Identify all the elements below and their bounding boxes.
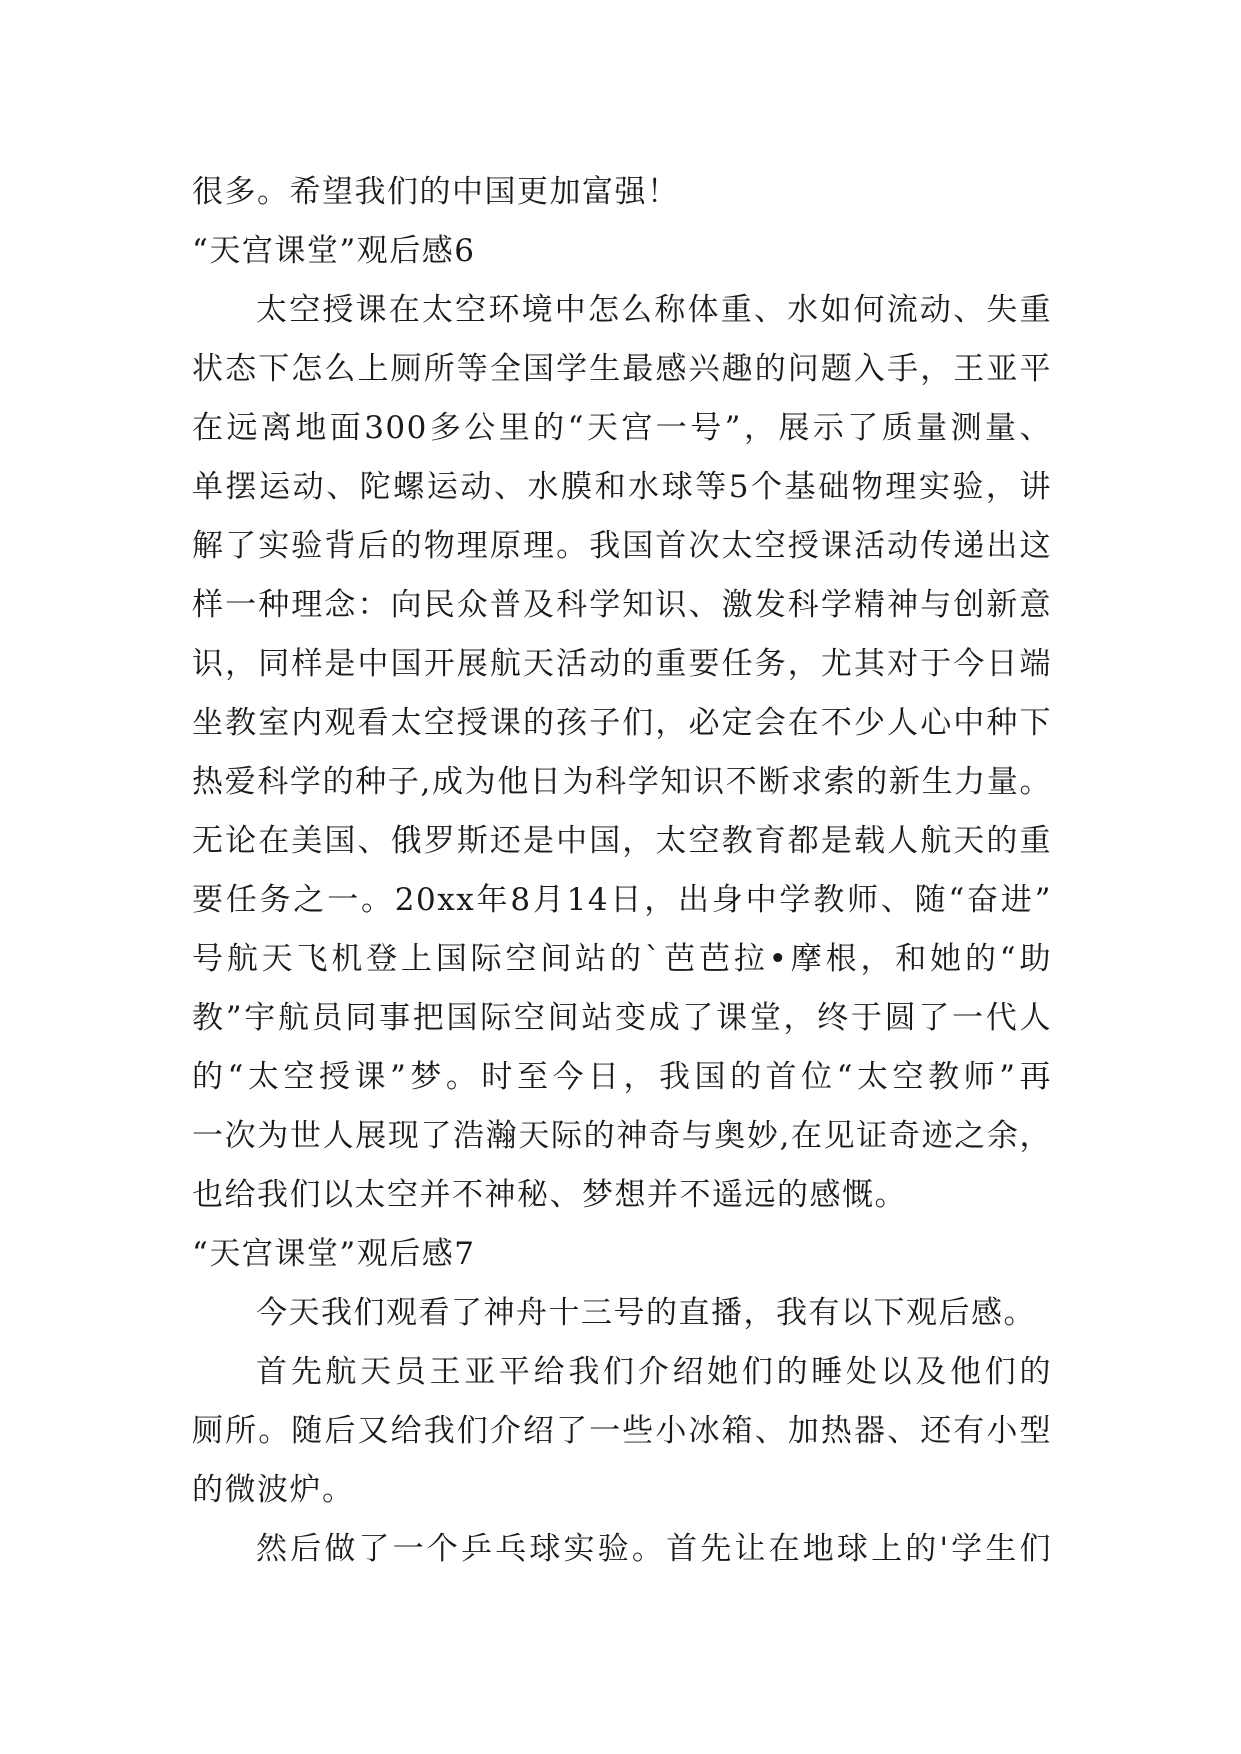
paragraph-line: 也给我们以太空并不神秘、梦想并不遥远的感慨。	[192, 1177, 907, 1213]
paragraph-line: 在远离地面300多公里的“天宫一号”，展示了质量测量、	[192, 410, 1052, 446]
paragraph-line: 状态下怎么上厕所等全国学生最感兴趣的问题入手，王亚平	[192, 351, 1052, 387]
paragraph-line: 号航天飞机登上国际空间站的`芭芭拉•摩根，和她的“助	[192, 941, 1052, 977]
paragraph-line: 今天我们观看了神舟十三号的直播，我有以下观后感。	[256, 1295, 1036, 1331]
paragraph-line: 厕所。随后又给我们介绍了一些小冰箱、加热器、还有小型	[192, 1413, 1052, 1449]
paragraph-line: 无论在美国、俄罗斯还是中国，太空教育都是载人航天的重	[192, 823, 1052, 859]
section-heading: “天宫课堂”观后感6	[192, 233, 476, 269]
paragraph-line: 解了实验背后的物理原理。我国首次太空授课活动传递出这	[192, 528, 1052, 564]
section-heading: “天宫课堂”观后感7	[192, 1236, 476, 1272]
paragraph-line: 的“太空授课”梦。时至今日，我国的首位“太空教师”再	[192, 1059, 1052, 1095]
paragraph-line: 一次为世人展现了浩瀚天际的神奇与奥妙,在见证奇迹之余，	[192, 1118, 1052, 1154]
paragraph-line: 太空授课在太空环境中怎么称体重、水如何流动、失重	[256, 292, 1052, 328]
paragraph-line: 坐教室内观看太空授课的孩子们，必定会在不少人心中种下	[192, 705, 1052, 741]
paragraph-line: 首先航天员王亚平给我们介绍她们的睡处以及他们的	[256, 1354, 1052, 1390]
paragraph-line: 然后做了一个乒乓球实验。首先让在地球上的'学生们	[256, 1531, 1052, 1567]
paragraph-line: 很多。希望我们的中国更加富强！	[192, 174, 680, 210]
paragraph-line: 样一种理念：向民众普及科学知识、激发科学精神与创新意	[192, 587, 1052, 623]
paragraph-line: 教”宇航员同事把国际空间站变成了课堂，终于圆了一代人	[192, 1000, 1052, 1036]
paragraph-line: 的微波炉。	[192, 1472, 355, 1508]
paragraph-line: 识，同样是中国开展航天活动的重要任务，尤其对于今日端	[192, 646, 1052, 682]
document-body	[192, 163, 1052, 1579]
paragraph-line: 热爱科学的种子,成为他日为科学知识不断求索的新生力量。	[192, 764, 1052, 800]
paragraph-line: 单摆运动、陀螺运动、水膜和水球等5个基础物理实验，讲	[192, 469, 1052, 505]
paragraph-line: 要任务之一。20xx年8月14日，出身中学教师、随“奋进”	[192, 882, 1052, 918]
